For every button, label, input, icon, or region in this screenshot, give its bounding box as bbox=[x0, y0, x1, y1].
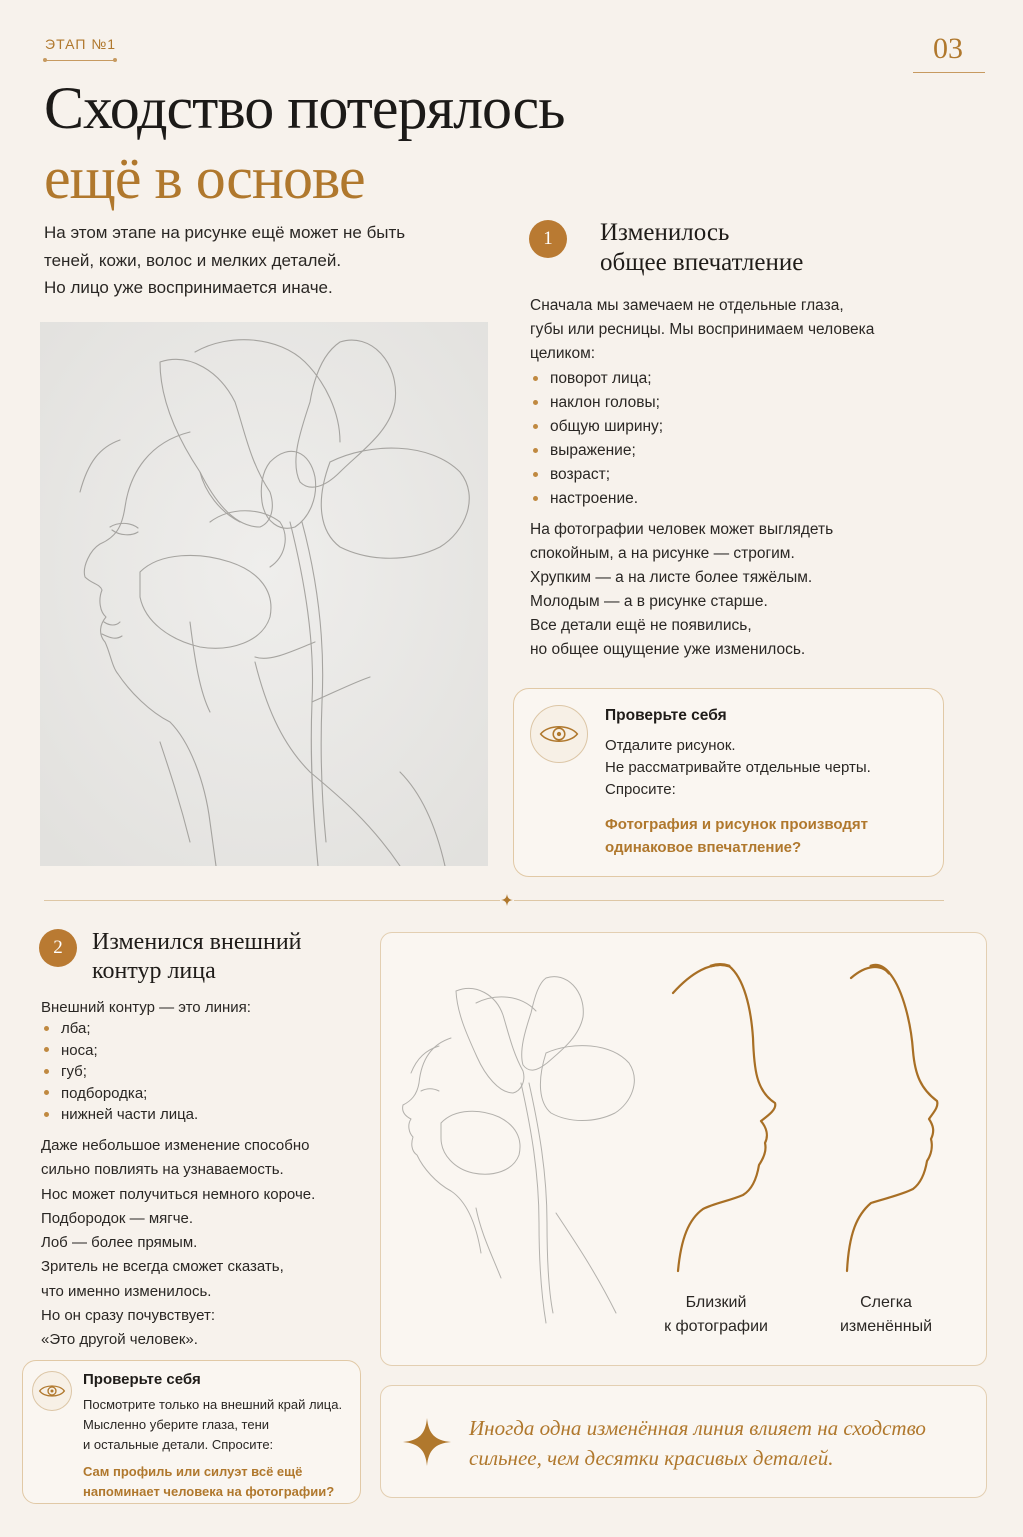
section2-check-card bbox=[22, 1360, 361, 1504]
page-title-line2: ещё в основе bbox=[44, 145, 365, 211]
caption-line: изменённый bbox=[839, 1318, 932, 1335]
page-title-line1: Сходство потерялось bbox=[44, 75, 565, 141]
section2-check-line: Мысленно уберите глаза, тени bbox=[83, 1417, 270, 1432]
section1-lead-line: губы или ресницы. Мы воспринимаем человека bbox=[530, 321, 875, 338]
list-item: подбородка; bbox=[41, 1083, 341, 1105]
section1-check-title: Проверьте себя bbox=[605, 707, 727, 724]
section1-title-line1: Изменилось bbox=[600, 219, 730, 246]
caption-line: Близкий bbox=[685, 1294, 747, 1311]
section1-paragraph-line: спокойным, а на рисунке — строгим. bbox=[530, 545, 795, 562]
list-item: поворот лица; bbox=[530, 367, 830, 391]
list-item: носа; bbox=[41, 1040, 341, 1062]
section2-paragraph-line: Нос может получиться немного короче. bbox=[41, 1185, 316, 1203]
profile-comparison-card bbox=[380, 932, 987, 1366]
sparkle-star-icon bbox=[500, 893, 514, 907]
profile-caption-close bbox=[631, 1291, 801, 1339]
list-item: выражение; bbox=[530, 439, 830, 463]
list-item: лба; bbox=[41, 1018, 341, 1040]
section1-lead-line: целиком: bbox=[530, 345, 596, 362]
section1-check-question bbox=[605, 813, 868, 859]
section2-bullet-list bbox=[41, 1018, 341, 1126]
stage-underline bbox=[45, 60, 115, 61]
section1-title bbox=[600, 218, 960, 278]
profile-caption-changed bbox=[801, 1291, 971, 1339]
section1-lead-line: Сначала мы замечаем не отдельные глаза, bbox=[530, 297, 844, 314]
list-item: губ; bbox=[41, 1061, 341, 1083]
quote-card bbox=[380, 1385, 987, 1498]
profile-outline-close bbox=[673, 965, 775, 1271]
list-item: общую ширину; bbox=[530, 415, 830, 439]
section2-paragraph-line: «Это другой человек». bbox=[41, 1331, 198, 1349]
section1-paragraph-line: На фотографии человек может выглядеть bbox=[530, 521, 834, 538]
section1-check-line: Отдалите рисунок. bbox=[605, 737, 736, 754]
section2-paragraph-line: Лоб — более прямым. bbox=[41, 1234, 198, 1252]
list-item: наклон головы; bbox=[530, 391, 830, 415]
eye-icon bbox=[32, 1371, 72, 1411]
section1-title-line2: общее впечатление bbox=[600, 249, 804, 276]
section1-lead bbox=[530, 294, 950, 366]
intro-line: На этом этапе на рисунке ещё может не быть bbox=[44, 223, 406, 242]
caption-line: Слегка bbox=[860, 1294, 912, 1311]
section2-title-line1: Изменился внешний bbox=[92, 929, 302, 955]
sparkle-star-icon bbox=[401, 1416, 453, 1468]
section2-check-question bbox=[83, 1462, 334, 1502]
section2-paragraph bbox=[41, 1134, 371, 1353]
section1-paragraph-line: но общее ощущение уже изменилось. bbox=[530, 641, 806, 658]
section2-check-line: и остальные детали. Спросите: bbox=[83, 1437, 274, 1452]
section2-lead: Внешний контур — это линия: bbox=[41, 999, 251, 1016]
section1-question-line: одинаковое впечатление? bbox=[605, 839, 802, 856]
caption-line: к фотографии bbox=[664, 1318, 768, 1335]
section-divider bbox=[44, 900, 944, 901]
section1-check-card bbox=[513, 688, 944, 877]
eye-icon bbox=[530, 705, 588, 763]
page-number-underline bbox=[913, 72, 985, 73]
section2-number-badge: 2 bbox=[39, 929, 77, 967]
pencil-sketch-illustration bbox=[40, 322, 488, 866]
section2-paragraph-line: сильно повлиять на узнаваемость. bbox=[41, 1161, 284, 1179]
section2-paragraph-line: Но он сразу почувствует: bbox=[41, 1307, 216, 1325]
section2-paragraph-line: Подбородок — мягче. bbox=[41, 1209, 194, 1227]
section2-check-text bbox=[83, 1395, 342, 1455]
section1-paragraph-line: Хрупким — а на листе более тяжёлым. bbox=[530, 569, 813, 586]
list-item: нижней части лица. bbox=[41, 1104, 341, 1126]
section2-question-line: Сам профиль или силуэт всё ещё bbox=[83, 1464, 303, 1479]
section2-paragraph-line: что именно изменилось. bbox=[41, 1282, 212, 1300]
section1-question-line: Фотография и рисунок производят bbox=[605, 816, 868, 833]
section1-number-badge: 1 bbox=[529, 220, 567, 258]
section2-paragraph-line: Зритель не всегда сможет сказать, bbox=[41, 1258, 284, 1276]
section1-paragraph-line: Молодым — а в рисунке старше. bbox=[530, 593, 768, 610]
section1-bullet-list bbox=[530, 367, 830, 511]
section1-paragraph-line: Все детали ещё не появились, bbox=[530, 617, 752, 634]
quote-line: Иногда одна изменённая линия влияет на сходство bbox=[469, 1416, 926, 1440]
list-item: возраст; bbox=[530, 463, 830, 487]
section2-title-line2: контур лица bbox=[92, 958, 216, 984]
section1-check-line: Не рассматривайте отдельные черты. bbox=[605, 759, 871, 776]
section2-title bbox=[92, 928, 372, 986]
intro-line: Но лицо уже воспринимается иначе. bbox=[44, 278, 333, 297]
intro-text bbox=[44, 219, 484, 302]
profile-outline-changed bbox=[847, 967, 937, 1271]
quote-line: сильнее, чем десятки красивых деталей. bbox=[469, 1446, 834, 1470]
intro-line: теней, кожи, волос и мелких деталей. bbox=[44, 250, 342, 270]
section2-paragraph-line: Даже небольшое изменение способно bbox=[41, 1137, 310, 1154]
section1-check-text bbox=[605, 735, 871, 801]
section2-check-title: Проверьте себя bbox=[83, 1371, 201, 1388]
section2-check-line: Посмотрите только на внешний край лица. bbox=[83, 1397, 343, 1412]
sketch-photo bbox=[40, 322, 488, 866]
section1-check-line: Спросите: bbox=[605, 781, 676, 798]
section1-paragraph bbox=[530, 518, 950, 662]
page-number: 03 bbox=[933, 32, 963, 65]
stage-label: ЭТАП №1 bbox=[45, 36, 117, 52]
quote-text bbox=[469, 1413, 979, 1473]
list-item: настроение. bbox=[530, 487, 830, 511]
section2-question-line: напоминает человека на фотографии? bbox=[83, 1484, 335, 1499]
